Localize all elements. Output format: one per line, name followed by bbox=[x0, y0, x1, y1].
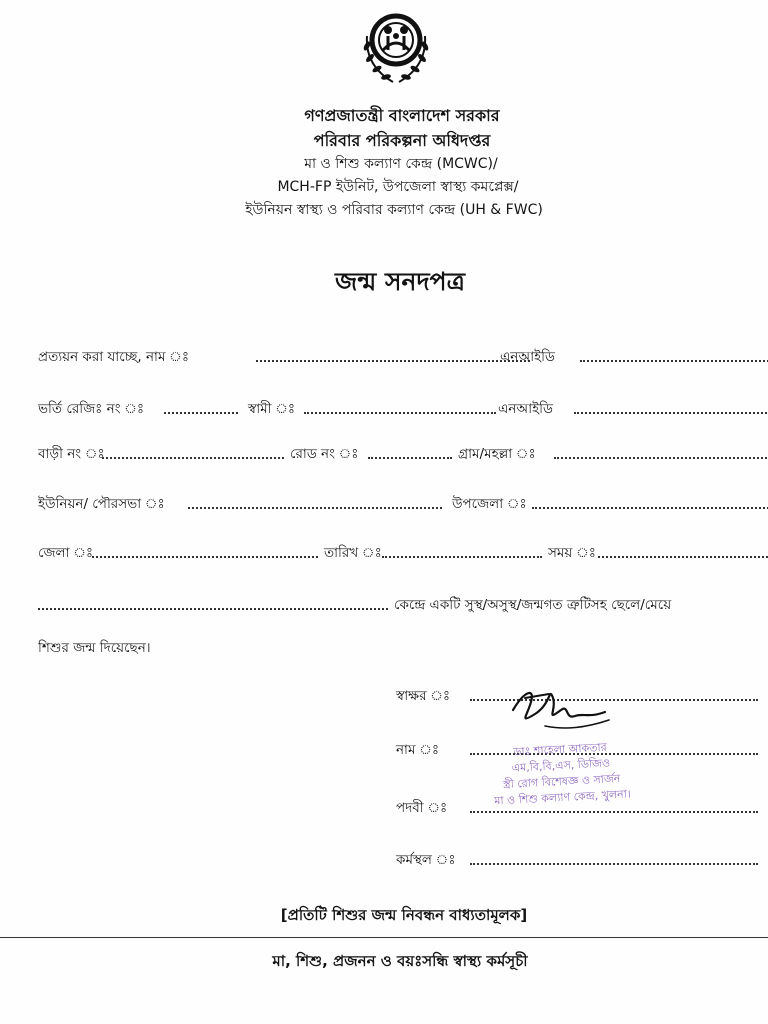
stamp-specialty: স্ত্রী রোগ বিশেষজ্ঞ ও সার্জন bbox=[502, 771, 621, 792]
form-row-address bbox=[38, 442, 768, 466]
header-mcwc: মা ও শিশু কল্যাণ কেন্দ্র (MCWC)/ bbox=[304, 156, 498, 172]
stamp-qualification: এম,বি,বি,এস, ডিজিও bbox=[511, 756, 611, 775]
header-directorate: পরিবার পরিকল্পনা অধিদপ্তর bbox=[313, 131, 491, 150]
program-name: মা, শিশু, প্রজনন ও বয়ঃসন্ধি স্বাস্থ্য কর্মসূচী bbox=[272, 952, 528, 970]
husband-field[interactable] bbox=[304, 412, 496, 414]
mandatory-registration-notice: [প্রতিটি শিশুর জন্ম নিবন্ধন বাধ্যতামূলক] bbox=[280, 906, 528, 924]
time-field[interactable] bbox=[598, 556, 768, 558]
date-label: তারিখ ঃ bbox=[324, 545, 382, 561]
husband-label: স্বামী ঃ bbox=[248, 401, 296, 417]
road-label: রোড নং ঃ bbox=[290, 446, 359, 462]
date-field[interactable] bbox=[382, 556, 542, 558]
document-title: জন্ম সনদপত্র bbox=[335, 267, 465, 296]
nid-field[interactable] bbox=[580, 360, 768, 362]
union-label: ইউনিয়ন/ পৌরসভা ঃ bbox=[38, 496, 165, 512]
form-row-district bbox=[38, 541, 768, 565]
village-field[interactable] bbox=[554, 457, 768, 459]
government-emblem-icon bbox=[355, 6, 437, 92]
doctor-stamp bbox=[460, 737, 664, 837]
form-row-birth-statement bbox=[38, 636, 768, 660]
stamp-doctor-name: ডাঃ শাহেলা আকতার bbox=[513, 740, 608, 759]
header bbox=[0, 104, 768, 222]
registration-label: ভর্তি রেজিঃ নং ঃ bbox=[38, 401, 145, 417]
center-name-field[interactable] bbox=[38, 608, 388, 610]
birth-statement-text: শিশুর জন্ম দিয়েছেন। bbox=[38, 640, 151, 656]
registration-field[interactable] bbox=[164, 412, 238, 414]
workplace-label: কর্মস্থল ঃ bbox=[396, 852, 456, 868]
upazila-label: উপজেলা ঃ bbox=[452, 496, 527, 512]
workplace-field[interactable] bbox=[470, 863, 758, 865]
road-field[interactable] bbox=[368, 457, 452, 459]
handwritten-signature-icon bbox=[505, 680, 615, 736]
form-row-registration bbox=[38, 397, 768, 421]
upazila-field[interactable] bbox=[532, 507, 768, 509]
form-row-birth-status bbox=[38, 593, 768, 617]
house-field[interactable] bbox=[102, 457, 284, 459]
header-government: গণপ্রজাতন্ত্রী বাংলাদেশ সরকার bbox=[304, 106, 500, 125]
header-mch-fp: MCH-FP ইউনিট, উপজেলা স্বাস্থ্য কমপ্লেক্স/ bbox=[277, 179, 519, 195]
husband-nid-label: এনআইডি bbox=[498, 401, 553, 417]
form-row-union bbox=[38, 492, 768, 516]
birth-status-text: কেন্দ্রে একটি সুস্থ/অসুস্থ/জন্মগত ত্রুটিসহ ছেলে/মেয়ে bbox=[394, 597, 672, 613]
village-label: গ্রাম/মহল্লা ঃ bbox=[458, 446, 536, 462]
union-field[interactable] bbox=[188, 507, 442, 509]
designation-label: পদবী ঃ bbox=[396, 800, 448, 816]
form-row-name bbox=[38, 345, 768, 369]
signature-label: স্বাক্ষর ঃ bbox=[396, 688, 451, 704]
husband-nid-field[interactable] bbox=[574, 412, 768, 414]
nid-label: এনআইডি bbox=[500, 349, 555, 365]
name-label: প্রত্যয়ন করা যাচ্ছে, নাম ঃ bbox=[38, 349, 190, 365]
name-field[interactable] bbox=[256, 360, 530, 362]
house-label: বাড়ী নং ঃ bbox=[38, 446, 105, 462]
district-field[interactable] bbox=[92, 556, 318, 558]
district-label: জেলা ঃ bbox=[38, 545, 94, 561]
stamp-center: মা ও শিশু কল্যাণ কেন্দ্র, খুলনা। bbox=[494, 787, 632, 808]
workplace-row bbox=[396, 848, 768, 872]
time-label: সময় ঃ bbox=[548, 545, 596, 561]
header-uh-fwc: ইউনিয়ন স্বাস্থ্য ও পরিবার কল্যাণ কেন্দ্র (UH & FWC) bbox=[245, 202, 543, 218]
officer-name-label: নাম ঃ bbox=[396, 742, 440, 758]
footer-divider bbox=[0, 937, 768, 938]
